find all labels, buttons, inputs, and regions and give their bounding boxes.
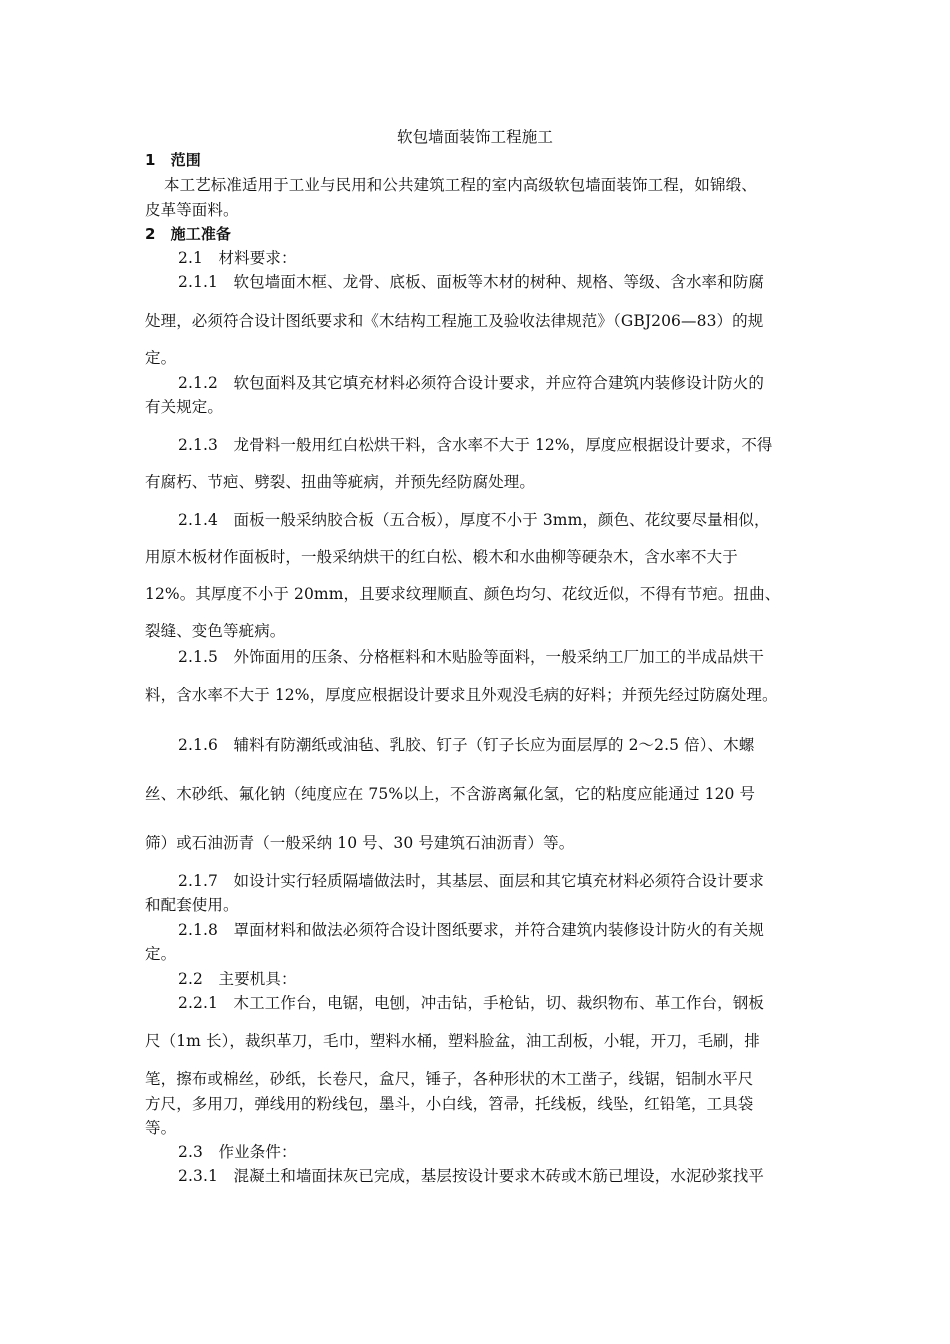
subsection-heading: 2.3 作业条件：	[178, 1143, 297, 1161]
section-heading-1: 1 范围	[145, 151, 201, 169]
paragraph-line: 2.1.6 辅料有防潮纸或油毡、乳胶、钉子（钉子长应为面层厚的 2～2.5 倍）、木螺	[178, 736, 755, 754]
paragraph-line: 12%。其厚度不小于 20mm，且要求纹理顺直、颜色均匀、花纹近似，不得有节疤。扭曲、	[145, 585, 781, 603]
paragraph-line: 用原木板材作面板时，一般采纳烘干的红白松、椴木和水曲柳等硬杂木，含水率不大于	[145, 548, 738, 566]
paragraph-line: 2.1.8 罩面材料和做法必须符合设计图纸要求，并符合建筑内装修设计防火的有关规	[178, 921, 764, 939]
paragraph-line: 方尺，多用刀，弹线用的粉线包，墨斗，小白线，笤帚，托线板，线坠，红铅笔，工具袋	[145, 1095, 754, 1113]
paragraph-line: 本工艺标准适用于工业与民用和公共建筑工程的室内高级软包墙面装饰工程，如锦缎、	[164, 176, 757, 194]
paragraph-line: 尺（1m 长），裁织革刀，毛巾，塑料水桶，塑料脸盆，油工刮板，小辊，开刀，毛刷，排	[145, 1032, 760, 1050]
paragraph-line: 处理，必须符合设计图纸要求和《木结构工程施工及验收法律规范》（GBJ206—83）的规	[145, 312, 764, 330]
paragraph-line: 定。	[145, 349, 177, 367]
paragraph-line: 皮革等面料。	[145, 201, 239, 219]
subsection-heading: 2.1 材料要求：	[178, 249, 297, 267]
paragraph-line: 等。	[145, 1119, 177, 1137]
paragraph-line: 有关规定。	[145, 398, 224, 416]
paragraph-line: 和配套使用。	[145, 896, 239, 914]
subsection-heading: 2.2 主要机具：	[178, 970, 297, 988]
paragraph-line: 2.1.5 外饰面用的压条、分格框料和木贴脸等面料，一般采纳工厂加工的半成品烘干	[178, 648, 764, 666]
paragraph-line: 2.3.1 混凝土和墙面抹灰已完成，基层按设计要求木砖或木筋已埋设，水泥砂浆找平	[178, 1167, 764, 1185]
paragraph-line: 2.1.4 面板一般采纳胶合板（五合板），厚度不小于 3mm，颜色、花纹要尽量相似，	[178, 511, 770, 529]
paragraph-line: 笔，擦布或棉丝，砂纸，长卷尺，盒尺，锤子，各种形状的木工凿子，线锯，铝制水平尺	[145, 1070, 754, 1088]
paragraph-line: 定。	[145, 945, 177, 963]
paragraph-line: 丝、木砂纸、氟化钠（纯度应在 75%以上，不含游离氟化氢，它的粘度应能通过 120 号	[145, 785, 756, 803]
paragraph-line: 2.1.1 软包墙面木框、龙骨、底板、面板等木材的树种、规格、等级、含水率和防腐	[178, 273, 764, 291]
section-heading-2: 2 施工准备	[145, 225, 232, 243]
paragraph-line: 裂缝、变色等疵病。	[145, 622, 286, 640]
document-title: 软包墙面装饰工程施工	[396, 128, 553, 146]
paragraph-line: 2.1.2 软包面料及其它填充材料必须符合设计要求，并应符合建筑内装修设计防火的	[178, 374, 764, 392]
paragraph-line: 有腐朽、节疤、劈裂、扭曲等疵病，并预先经防腐处理。	[145, 473, 536, 491]
paragraph-line: 2.1.7 如设计实行轻质隔墙做法时，其基层、面层和其它填充材料必须符合设计要求	[178, 872, 764, 890]
paragraph-line: 2.2.1 木工工作台，电锯，电刨，冲击钻，手枪钻，切、裁织物布、革工作台，钢板	[178, 994, 764, 1012]
paragraph-line: 筛）或石油沥青（一般采纳 10 号、30 号建筑石油沥青）等。	[145, 834, 575, 852]
paragraph-line: 2.1.3 龙骨料一般用红白松烘干料，含水率不大于 12%，厚度应根据设计要求，不得	[178, 436, 773, 454]
paragraph-line: 料，含水率不大于 12%，厚度应根据设计要求且外观没毛病的好料；并预先经过防腐处理。	[145, 686, 778, 704]
